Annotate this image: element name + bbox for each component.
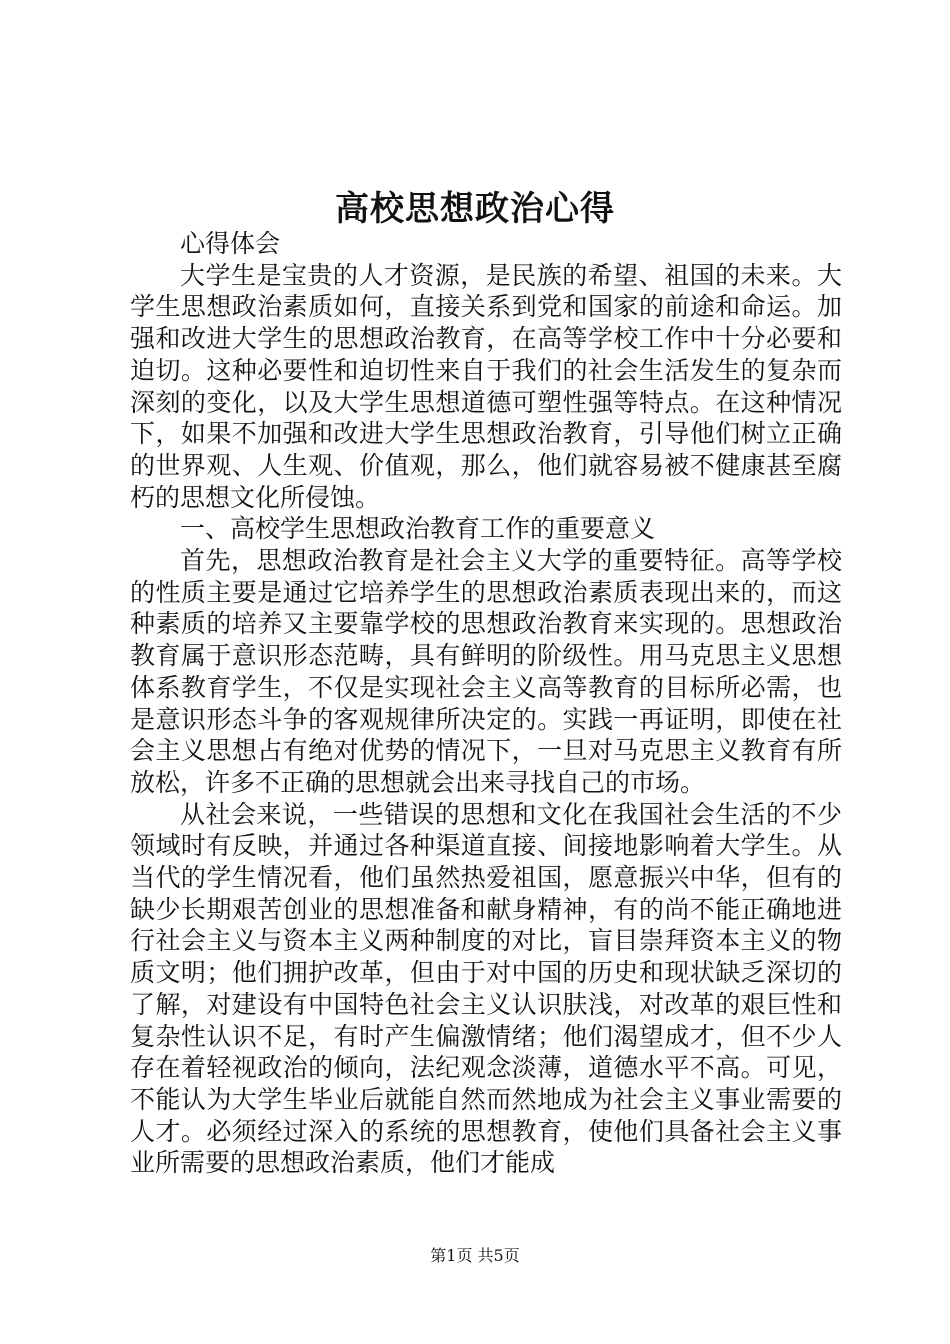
paragraph-first: 首先，思想政治教育是社会主义大学的重要特征。高等学校的性质主要是通过它培养学生的思想政治素质表现出来的，而这种素质的培养又主要靠学校的思想政治教育来实现的。思想政治教育属于意识形态范畴，具有鲜明的阶级性。用马克思主义思想体系教育学生，不仅是实现社会主义高等教育的目标所必需，也是意识形态斗争的客观规律所决定的。实践一再证明，即使在社会主义思想占有绝对优势的情况下，一旦对马克思主义教育有所放松，许多不正确的思想就会出来寻找自己的市场。 xyxy=(130,546,842,797)
paragraph-intro: 大学生是宝贵的人才资源，是民族的希望、祖国的未来。大学生思想政治素质如何，直接关系到党和国家的前途和命运。加强和改进大学生的思想政治教育，在高等学校工作中十分必要和迫切。这种必要性和迫切性来自于我们的社会生活发生的复杂而深刻的变化，以及大学生思想道德可塑性强等特点。在这种情况下，如果不加强和改进大学生思想政治教育，引导他们树立正确的世界观、人生观、价值观，那么，他们就容易被不健康甚至腐朽的思想文化所侵蚀。 xyxy=(130,260,842,512)
document-title: 高校思想政治心得 xyxy=(335,189,615,229)
paragraph-society: 从社会来说，一些错误的思想和文化在我国社会生活的不少领域时有反映，并通过各种渠道直接、间接地影响着大学生。从当代的学生情况看，他们虽然热爱祖国，愿意振兴中华，但有的缺少长期艰苦创业的思想准备和献身精神，有的尚不能正确地进行社会主义与资本主义两种制度的对比，盲目崇拜资本主义的物质文明；他们拥护改革，但由于对中国的历史和现状缺乏深切的了解，对建设有中国特色社会主义认识肤浅，对改革的艰巨性和复杂性认识不足，有时产生偏激情绪；他们渴望成才，但不少人存在着轻视政治的倾向，法纪观念淡薄，道德水平不高。可见，不能认为大学生毕业后就能自然而然地成为社会主义事业需要的人才。必须经过深入的系统的思想教育，使他们具备社会主义事业所需要的思想政治素质，他们才能成 xyxy=(130,799,842,1178)
document-body xyxy=(130,228,842,1179)
paragraph-heading-xinde: 心得体会 xyxy=(180,229,281,258)
page-footer: 第1页 共5页 xyxy=(430,1246,520,1265)
section-heading-1: 一、高校学生思想政治教育工作的重要意义 xyxy=(180,514,656,544)
